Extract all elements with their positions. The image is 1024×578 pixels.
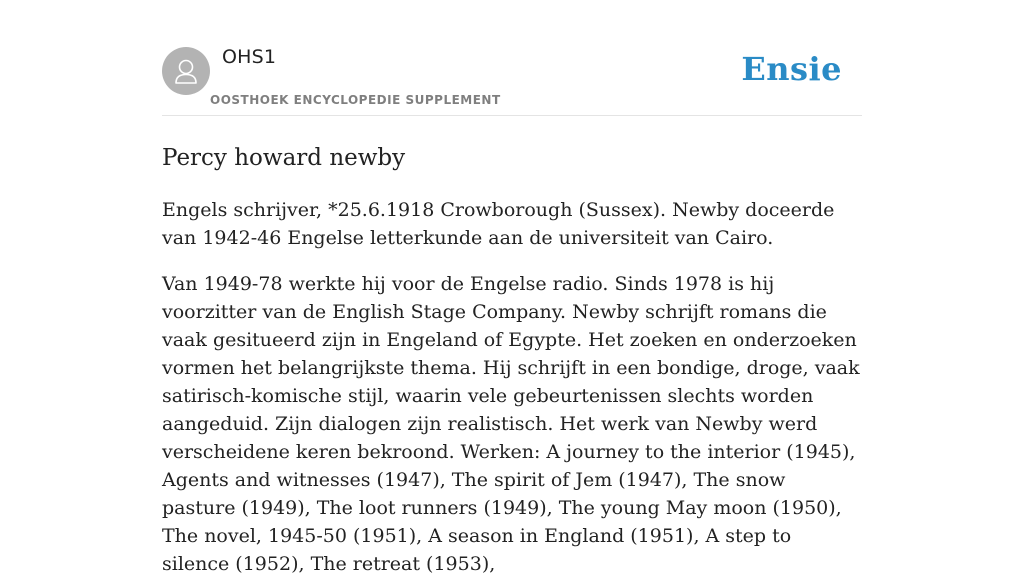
author-name[interactable]: OHS1 — [222, 46, 277, 68]
user-icon — [162, 47, 210, 95]
article-header — [162, 0, 862, 116]
content-container — [162, 0, 862, 578]
article-title: Percy howard newby — [162, 145, 406, 171]
source-label: OOSTHOEK ENCYCLOPEDIE SUPPLEMENT — [210, 93, 501, 107]
article-paragraph: Engels schrijver, *25.6.1918 Crowborough (Sussex). Newby doceerde van 1942-46 Engelse letterkunde aan de universiteit van Cairo. — [162, 199, 835, 249]
article-paragraph: Van 1949-78 werkte hij voor de Engelse radio. Sinds 1978 is hij voorzitter van de English Stage Company. Newby schrijft romans die vaak gesitueerd zijn in Engeland of Egypte. Het zoeken en onderzoeken vormen het belangrijkste thema. Hij schrijft in een bondige, droge, vaak satirisch-komische stijl, waarin vele gebeurtenissen slechts worden aangeduid. Zijn dialogen zijn realistisch. Het werk van Newby werd verscheidene keren bekroond. Werken: A journey to the interior (1945), Agents and witnesses (1947), The spirit of Jem (1947), The snow pasture (1949), The loot runners (1949), The young May moon (1950), The novel, 1945-50 (1951), A season in England (1951), A step to silence (1952), The retreat (1953), — [162, 273, 860, 575]
ensie-logo[interactable]: Ensie — [741, 50, 842, 88]
avatar[interactable] — [162, 47, 210, 95]
